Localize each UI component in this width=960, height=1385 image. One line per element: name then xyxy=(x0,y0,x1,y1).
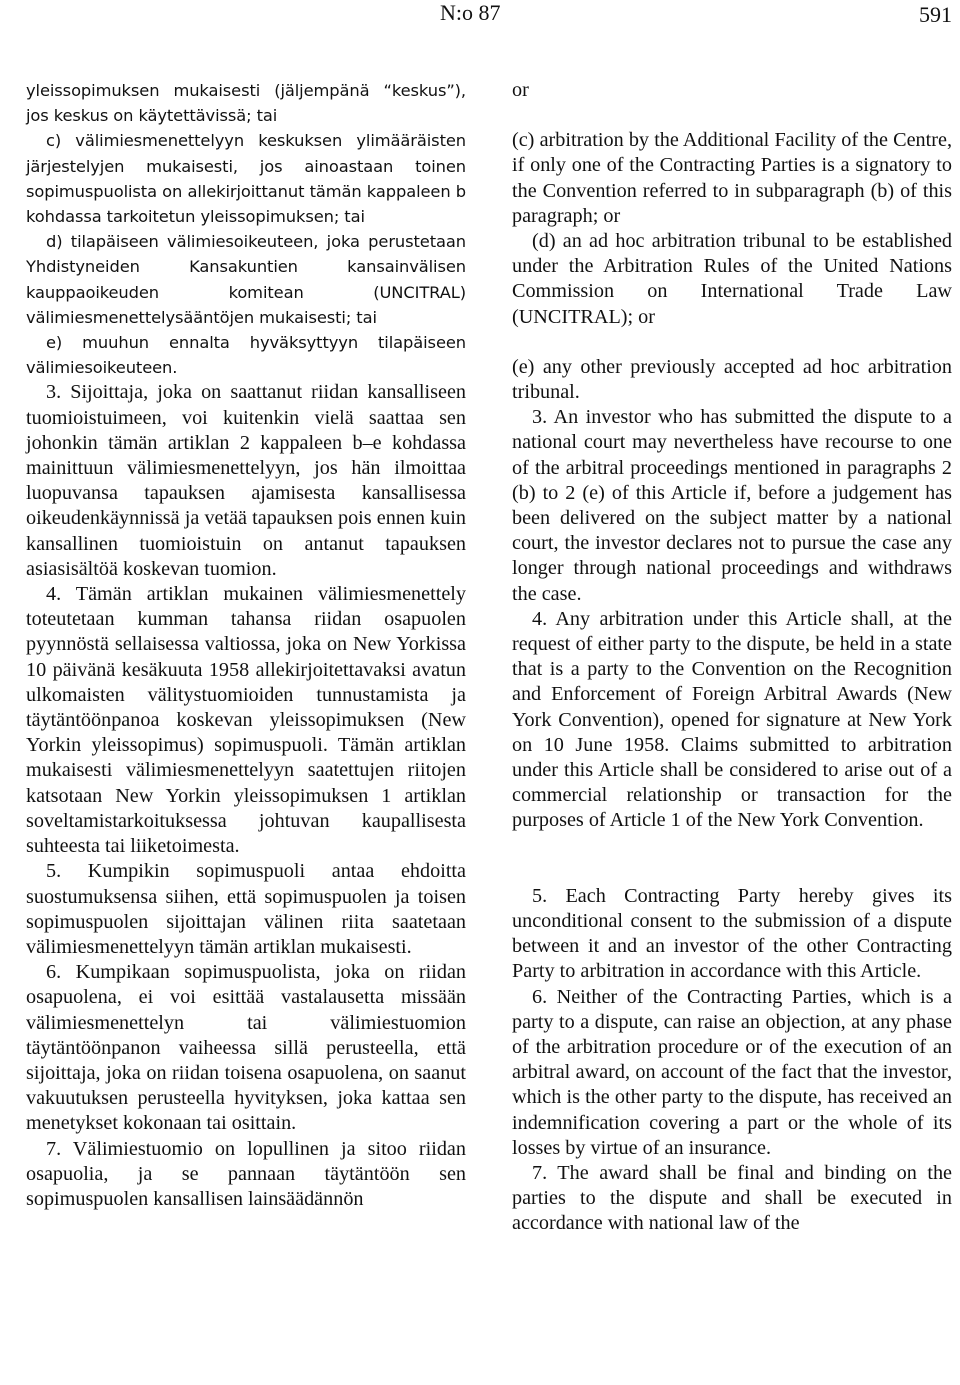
fi-paragraph-4: e) muuhun ennalta hyväksyttyyn tilapäiseen välimiesoikeuteen. xyxy=(26,333,466,378)
en-paragraph-2: (c) arbitration by the Additional Facility of the Centre, if only one of the Contracting Parties is a signatory to the Convention referred to in subparagraph (b) of this paragraph; or xyxy=(512,129,952,227)
en-paragraph-5: 3. An investor who has submitted the dispute to a national court may nevertheless have recourse to one of the arbitral proceedings mentioned in paragraphs 2 (b) to 2 (e) of this Article if, before a judgement has been delivered on the subject matter by a national court, the investor declares not to pursue the case any longer through national proceedings and withdraws the case. xyxy=(512,406,952,605)
fi-paragraph-1: yleissopimuksen mukaisesti (jäljempänä “keskus”), jos keskus on käytettävissä; tai xyxy=(26,81,466,126)
english-column xyxy=(512,78,952,1237)
en-paragraph-9: 7. The award shall be final and binding on the parties to the dispute and shall be executed in accordance with national law of the xyxy=(512,1161,952,1235)
fi-paragraph-6: 4. Tämän artiklan mukainen välimiesmenettely toteutetaan kumman tahansa riidan osapuolen pyynnöstä sellaisessa valtiossa, joka on New Yorkissa 10 päivänä kesäkuuta 1958 allekirjoitettavaksi avatun ulkomaisten välitystuomioiden tunnustamista ja täytäntöönpanoa koskevan yleissopimuksen (New Yorkin yleissopimus) sopimuspuoli. Tämän artiklan mukaisesti välimiesmenettelyyn saatettujen riitojen katsotaan New Yorkin yleissopimuksen 1 artiklan soveltamistarkoituksessa johtuvan kaupallisesta suhteesta tai liiketoimesta. xyxy=(26,583,466,858)
page-number: 591 xyxy=(919,2,952,27)
fi-paragraph-7: 5. Kumpikin sopimuspuoli antaa ehdoitta suostumuksensa siihen, että sopimuspuolen ja toisen sopimuspuolen sijoittajan välinen riita saatetaan välimiesmenettelyyn tämän artiklan mukaisesti. xyxy=(26,860,466,958)
en-paragraph-4: (e) any other previously accepted ad hoc arbitration tribunal. xyxy=(512,355,952,404)
en-paragraph-7: 5. Each Contracting Party hereby gives its unconditional consent to the submission of a dispute between it and an investor of the other Contracting Party to arbitration in accordance with this Article. xyxy=(512,884,952,983)
en-paragraph-6: 4. Any arbitration under this Article shall, at the request of either party to the dispute, be held in a state that is a party to the Convention on the Recognition and Enforcement of Foreign Arbitral Awards (New York Convention), opened for signature at New York on 10 June 1958. Claims submitted to arbitration under this Article shall be considered to arise out of a commercial relationship or transaction for the purposes of Article 1 of the New York Convention. xyxy=(512,607,952,832)
en-paragraph-1: or xyxy=(512,79,529,101)
en-paragraph-8: 6. Neither of the Contracting Parties, which is a party to a dispute, can raise an objection, at any phase of the arbitration procedure or of the execution of an arbitral award, on account of the fact that the investor, which is the other party to the dispute, has received an indemnification covering a part or the whole of its losses by virtue of an insurance. xyxy=(512,985,952,1159)
fi-paragraph-8: 6. Kumpikaan sopimuspuolista, joka on riidan osapuolena, ei voi esittää vastalausetta missään välimiesmenettelyn tai välimiestuomion täytäntöönpanon vaiheessa sillä perusteella, että sijoittaja, joka on riidan toisena osapuolena, on saanut vakuutuksen perusteella hyvityksen, joka kattaa sen menetykset kokonaan tai osittain. xyxy=(26,961,466,1135)
fi-paragraph-3: d) tilapäiseen välimiesoikeuteen, joka perustetaan Yhdistyneiden Kansakuntien kansainvälisen kauppaoikeuden komitean (UNCITRAL) välimiesmenettelysääntöjen mukaisesti; tai xyxy=(26,232,466,327)
fi-paragraph-2: c) välimiesmenettelyyn keskuksen ylimääräisten järjestelyjen mukaisesti, jos ainoastaan toinen sopimuspuolista on allekirjoittanut tämän kappaleen b kohdassa tarkoitetun yleissopimuksen; tai xyxy=(26,131,466,227)
page-header xyxy=(0,0,960,34)
fi-paragraph-5: 3. Sijoittaja, joka on saattanut riidan kansalliseen tuomioistuimeen, voi kuitenkin vielä saattaa sen johonkin tämän artiklan 2 kappaleen b–e kohdassa mainittuun välimiesmenettelyyn, jos hän ilmoittaa luopuvansa tapauksen ajamisesta kansallisessa oikeudenkäynnissä ja vetää tapauksen pois ennen kuin kansallinen tuomioistuin on antanut tapauksen asiasisältöä koskevan tuomion. xyxy=(26,381,466,580)
finnish-column xyxy=(26,78,466,1212)
en-paragraph-3: (d) an ad hoc arbitration tribunal to be established under the Arbitration Rules of the United Nations Commission on International Trade Law (UNCITRAL); or xyxy=(512,230,952,328)
fi-paragraph-9: 7. Välimiestuomio on lopullinen ja sitoo riidan osapuolia, ja se pannaan täytäntöön sen sopimuspuolen kansallisen lainsäädännön xyxy=(26,1137,466,1210)
document-number: N:o 87 xyxy=(440,0,501,25)
